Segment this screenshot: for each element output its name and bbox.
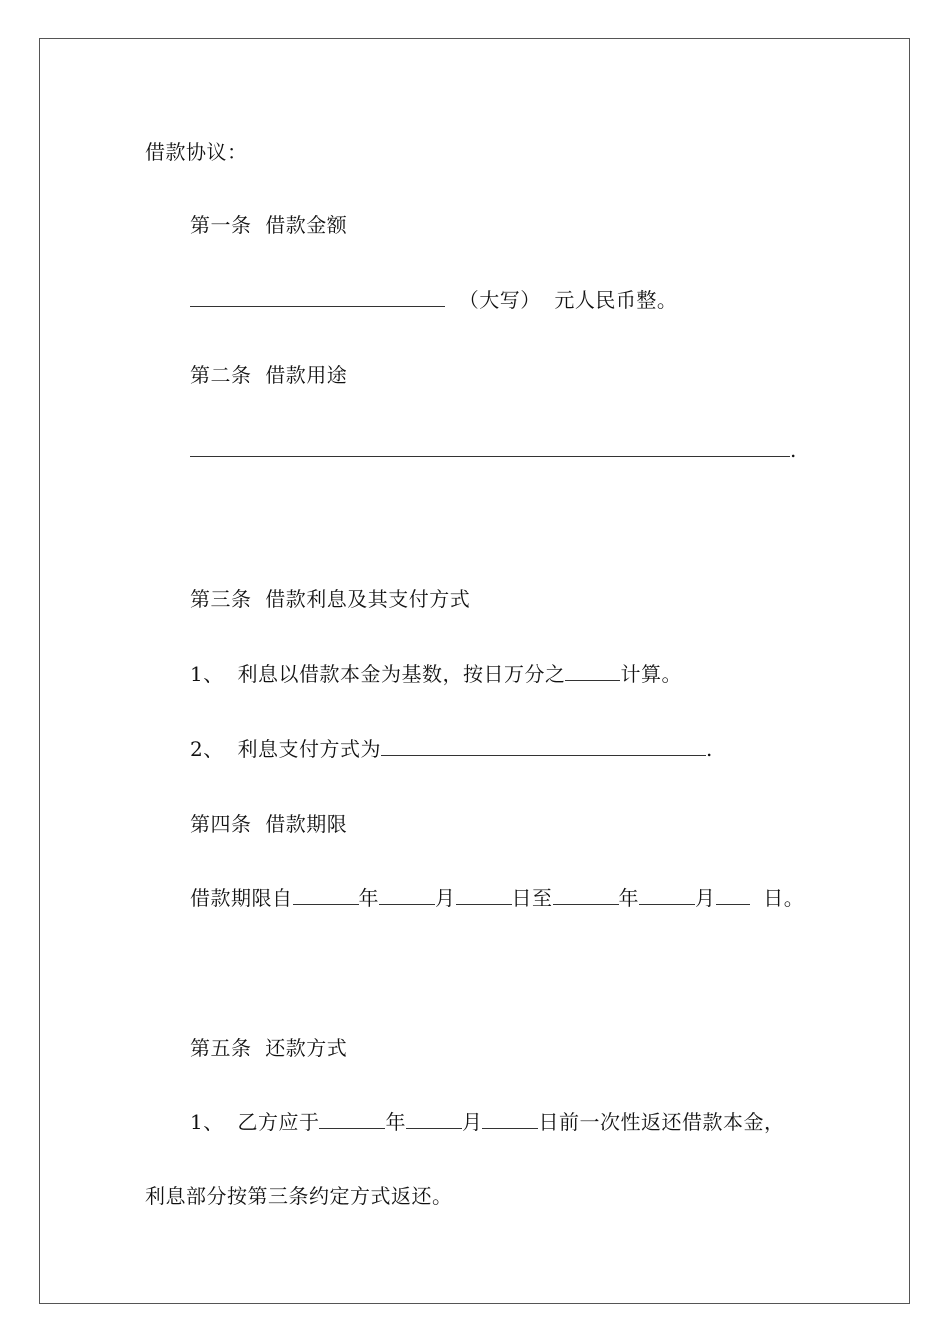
- article-5-heading: 第五条 还款方式: [190, 1036, 348, 1060]
- repay-prefix: 1、 乙方应于: [190, 1110, 320, 1134]
- start-month-label: 月: [435, 886, 456, 910]
- interest-rate-text: 1、 利息以借款本金为基数，按日万分之: [190, 662, 566, 686]
- repay-month-label: 月: [461, 1110, 483, 1134]
- article-1-amount-line: [190, 288, 677, 312]
- purpose-end: .: [790, 438, 797, 462]
- amount-blank[interactable]: [190, 288, 445, 307]
- payment-method-blank[interactable]: [381, 737, 706, 756]
- article-1-heading: 第一条 借款金额: [190, 213, 348, 237]
- article-3-item-1: [190, 662, 682, 686]
- start-month-blank[interactable]: [379, 886, 435, 905]
- interest-rate-blank[interactable]: [565, 662, 620, 681]
- start-year-label: 年: [358, 886, 379, 910]
- term-prefix: 借款期限自: [190, 886, 293, 910]
- end-day-label: 日。: [749, 886, 805, 910]
- end-year-blank[interactable]: [553, 886, 619, 905]
- start-day-label: 日至: [511, 886, 553, 910]
- repay-day-blank[interactable]: [482, 1110, 538, 1129]
- article-3-item-2: [190, 737, 713, 761]
- article-5-item-1: [190, 1110, 784, 1134]
- repay-year-label: 年: [385, 1110, 406, 1134]
- end-day-blank[interactable]: [716, 886, 750, 905]
- article-2-purpose-line: [190, 438, 797, 462]
- start-year-blank[interactable]: [293, 886, 359, 905]
- article-4-heading: 第四条 借款期限: [190, 812, 348, 836]
- interest-rate-suffix: 计算。: [620, 662, 682, 686]
- end-month-label: 月: [695, 886, 716, 910]
- end-month-blank[interactable]: [639, 886, 695, 905]
- article-5-continuation: 利息部分按第三条约定方式返还。: [145, 1184, 453, 1208]
- start-day-blank[interactable]: [456, 886, 512, 905]
- document-title: 借款协议：: [145, 140, 248, 164]
- repay-rest: 日前一次性返还借款本金，: [538, 1110, 785, 1134]
- end-year-label: 年: [618, 886, 639, 910]
- amount-suffix: （大写） 元人民币整。: [445, 288, 678, 312]
- purpose-blank[interactable]: [190, 438, 790, 457]
- article-2-heading: 第二条 借款用途: [190, 363, 348, 387]
- payment-method-text: 2、 利息支付方式为: [190, 737, 381, 761]
- payment-method-end: .: [705, 737, 713, 761]
- repay-year-blank[interactable]: [319, 1110, 385, 1129]
- repay-month-blank[interactable]: [406, 1110, 462, 1129]
- article-3-heading: 第三条 借款利息及其支付方式: [190, 587, 471, 611]
- article-4-term-line: [190, 886, 804, 910]
